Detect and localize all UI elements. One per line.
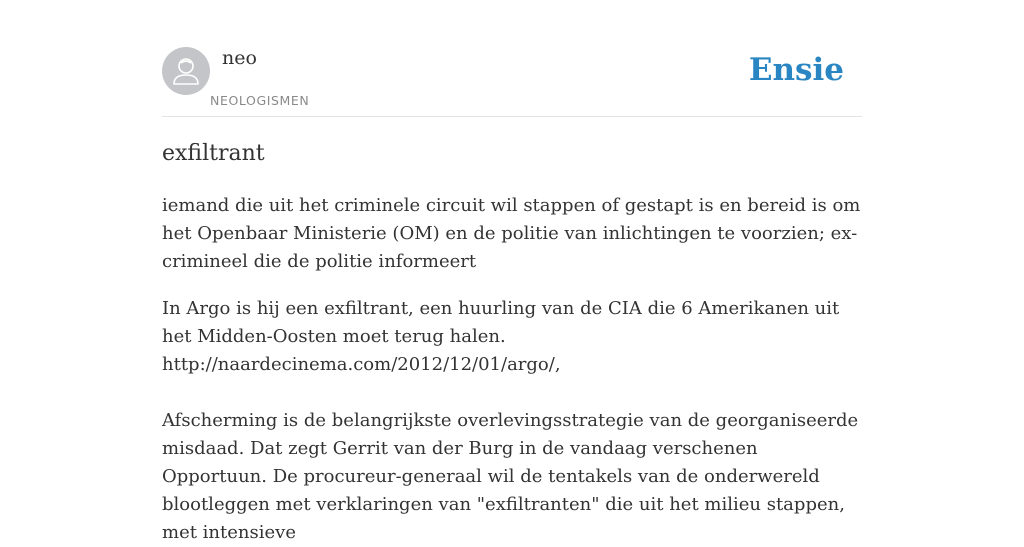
avatar[interactable]	[162, 47, 210, 95]
entry-definition: iemand die uit het criminele circuit wil stappen of gestapt is en bereid is om het Openbaar Ministerie (OM) en de politie van inlichtingen te voorzien; ex-crimineel die de politie informeert	[162, 195, 861, 272]
entry-example	[162, 295, 862, 547]
header	[162, 46, 862, 117]
user-icon	[162, 47, 210, 95]
author-name[interactable]: neo	[222, 47, 257, 69]
category-label[interactable]: NEOLOGISMEN	[210, 93, 310, 108]
example-text-2: Afscherming is de belangrijkste overlevingsstrategie van de georganiseerde misdaad. Dat zegt Gerrit van der Burg in de vandaag verschenen Opportuun. De procureur-generaal wil de tentakels van de onderwereld blootleggen met verklaringen van "exfiltranten" die uit het milieu stappen, met intensieve	[162, 410, 859, 543]
entry-title: exfiltrant	[162, 141, 265, 166]
example-text: In Argo is hij een exfiltrant, een huurling van de CIA die 6 Amerikanen uit het Midden-Oosten moet terug halen.	[162, 298, 840, 347]
brand-logo[interactable]: Ensie	[748, 52, 844, 88]
example-spacer	[162, 379, 862, 407]
example-source-link[interactable]: http://naardecinema.com/2012/12/01/argo/,	[162, 354, 561, 375]
